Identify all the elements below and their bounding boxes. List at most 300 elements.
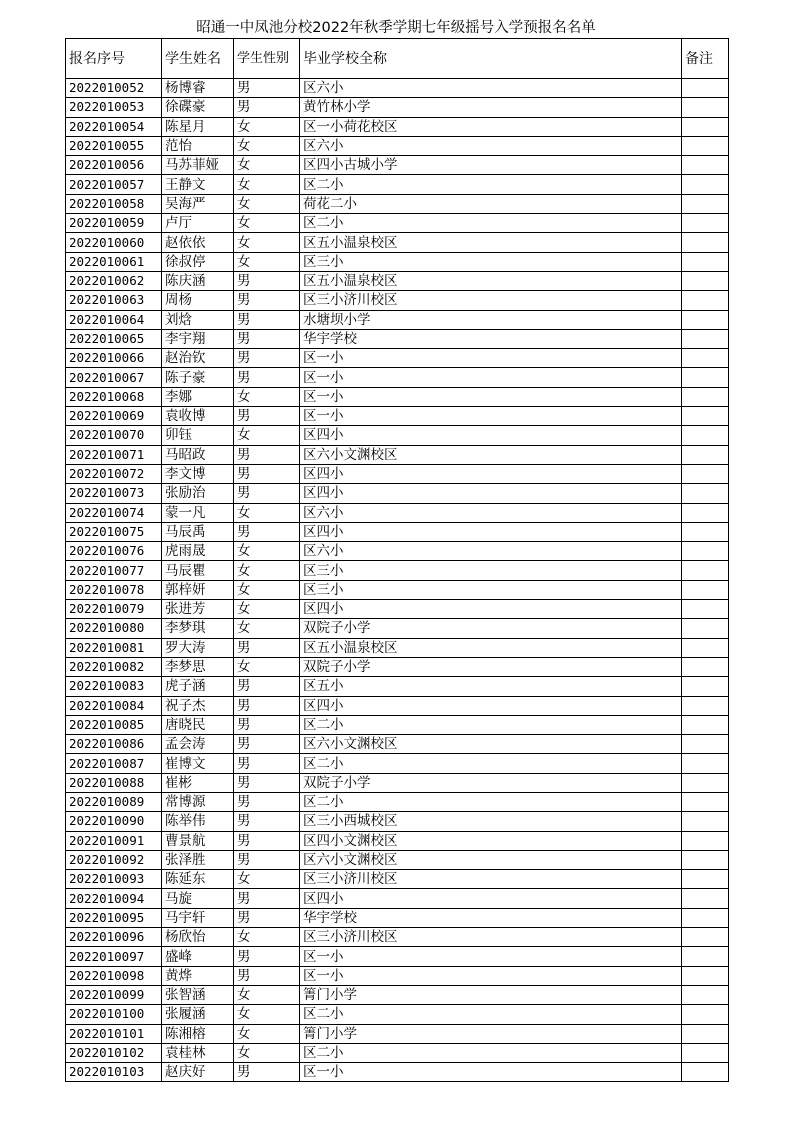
cell-remarks	[682, 773, 729, 792]
table-row	[66, 522, 729, 541]
cell-student-name: 虎雨晟	[162, 542, 234, 561]
cell-school: 区五小	[300, 677, 682, 696]
table-row	[66, 985, 729, 1004]
cell-gender: 女	[234, 214, 300, 233]
cell-student-name: 袁收博	[162, 407, 234, 426]
cell-gender: 女	[234, 117, 300, 136]
cell-remarks	[682, 812, 729, 831]
cell-serial: 2022010101	[66, 1024, 162, 1043]
cell-school: 区六小	[300, 79, 682, 98]
cell-gender: 女	[234, 928, 300, 947]
cell-serial: 2022010079	[66, 600, 162, 619]
cell-remarks	[682, 1043, 729, 1062]
cell-school: 区一小	[300, 947, 682, 966]
cell-remarks	[682, 98, 729, 117]
cell-student-name: 杨博睿	[162, 79, 234, 98]
cell-school: 区四小	[300, 522, 682, 541]
cell-serial: 2022010073	[66, 484, 162, 503]
table-row	[66, 98, 729, 117]
cell-school: 区四小	[300, 889, 682, 908]
document-title: 昭通一中凤池分校2022年秋季学期七年级摇号入学预报名名单	[196, 20, 596, 36]
table-row	[66, 773, 729, 792]
cell-serial: 2022010091	[66, 831, 162, 850]
cell-student-name: 张智涵	[162, 985, 234, 1004]
table-row	[66, 310, 729, 329]
table-row	[66, 715, 729, 734]
cell-serial: 2022010078	[66, 580, 162, 599]
cell-gender: 女	[234, 870, 300, 889]
cell-student-name: 徐叔停	[162, 252, 234, 271]
cell-gender: 男	[234, 98, 300, 117]
cell-school: 箐门小学	[300, 1024, 682, 1043]
table-row	[66, 1063, 729, 1082]
cell-gender: 男	[234, 368, 300, 387]
cell-serial: 2022010053	[66, 98, 162, 117]
cell-school: 区五小温泉校区	[300, 233, 682, 252]
cell-serial: 2022010096	[66, 928, 162, 947]
cell-remarks	[682, 368, 729, 387]
table-row	[66, 619, 729, 638]
table-row	[66, 117, 729, 136]
cell-gender: 女	[234, 1024, 300, 1043]
cell-gender: 男	[234, 407, 300, 426]
cell-school: 区三小	[300, 580, 682, 599]
cell-gender: 女	[234, 233, 300, 252]
cell-serial: 2022010067	[66, 368, 162, 387]
cell-remarks	[682, 291, 729, 310]
cell-serial: 2022010077	[66, 561, 162, 580]
cell-serial: 2022010098	[66, 966, 162, 985]
cell-gender: 男	[234, 696, 300, 715]
cell-gender: 女	[234, 657, 300, 676]
cell-school: 区四小古城小学	[300, 156, 682, 175]
cell-remarks	[682, 600, 729, 619]
cell-remarks	[682, 619, 729, 638]
table-row	[66, 156, 729, 175]
table-row	[66, 870, 729, 889]
cell-serial: 2022010069	[66, 407, 162, 426]
cell-gender: 男	[234, 831, 300, 850]
cell-school: 区二小	[300, 175, 682, 194]
cell-remarks	[682, 426, 729, 445]
cell-serial: 2022010059	[66, 214, 162, 233]
table-header	[66, 39, 729, 79]
cell-school: 华宇学校	[300, 329, 682, 348]
cell-serial: 2022010095	[66, 908, 162, 927]
table-row	[66, 542, 729, 561]
cell-gender: 男	[234, 464, 300, 483]
table-row	[66, 947, 729, 966]
table-row	[66, 792, 729, 811]
cell-remarks	[682, 947, 729, 966]
cell-student-name: 马昭政	[162, 445, 234, 464]
cell-school: 区三小济川校区	[300, 291, 682, 310]
cell-student-name: 马辰瞿	[162, 561, 234, 580]
cell-school: 区一小	[300, 349, 682, 368]
cell-school: 区一小	[300, 407, 682, 426]
cell-gender: 女	[234, 561, 300, 580]
cell-serial: 2022010099	[66, 985, 162, 1004]
table-row	[66, 735, 729, 754]
cell-remarks	[682, 677, 729, 696]
cell-serial: 2022010063	[66, 291, 162, 310]
cell-gender: 男	[234, 889, 300, 908]
cell-serial: 2022010065	[66, 329, 162, 348]
cell-school: 区三小	[300, 561, 682, 580]
cell-serial: 2022010071	[66, 445, 162, 464]
cell-student-name: 刘焓	[162, 310, 234, 329]
cell-remarks	[682, 329, 729, 348]
table-row	[66, 291, 729, 310]
cell-student-name: 唐晓民	[162, 715, 234, 734]
cell-school: 区一小	[300, 966, 682, 985]
cell-school: 双院子小学	[300, 619, 682, 638]
cell-remarks	[682, 561, 729, 580]
cell-student-name: 李娜	[162, 387, 234, 406]
table-row	[66, 908, 729, 927]
cell-school: 区二小	[300, 214, 682, 233]
table-row	[66, 1043, 729, 1062]
table-row	[66, 600, 729, 619]
cell-remarks	[682, 117, 729, 136]
cell-school: 区四小	[300, 484, 682, 503]
table-row	[66, 831, 729, 850]
cell-school: 双院子小学	[300, 773, 682, 792]
cell-gender: 女	[234, 542, 300, 561]
cell-gender: 男	[234, 1063, 300, 1082]
cell-remarks	[682, 407, 729, 426]
cell-remarks	[682, 657, 729, 676]
cell-serial: 2022010060	[66, 233, 162, 252]
cell-school: 水塘坝小学	[300, 310, 682, 329]
cell-remarks	[682, 928, 729, 947]
cell-gender: 男	[234, 735, 300, 754]
cell-serial: 2022010076	[66, 542, 162, 561]
table-row	[66, 214, 729, 233]
cell-remarks	[682, 715, 729, 734]
cell-student-name: 张履涵	[162, 1005, 234, 1024]
table-row	[66, 464, 729, 483]
table-row	[66, 677, 729, 696]
cell-school: 区三小济川校区	[300, 870, 682, 889]
cell-gender: 男	[234, 522, 300, 541]
cell-school: 区五小温泉校区	[300, 271, 682, 290]
cell-serial: 2022010082	[66, 657, 162, 676]
table-row	[66, 928, 729, 947]
cell-remarks	[682, 638, 729, 657]
table-row	[66, 387, 729, 406]
cell-serial: 2022010081	[66, 638, 162, 657]
header-remarks: 备注	[682, 39, 729, 79]
cell-student-name: 罗大涛	[162, 638, 234, 657]
cell-student-name: 崔彬	[162, 773, 234, 792]
cell-remarks	[682, 735, 729, 754]
cell-gender: 男	[234, 79, 300, 98]
cell-serial: 2022010086	[66, 735, 162, 754]
cell-remarks	[682, 349, 729, 368]
cell-school: 华宇学校	[300, 908, 682, 927]
table-row	[66, 445, 729, 464]
cell-remarks	[682, 175, 729, 194]
cell-gender: 男	[234, 310, 300, 329]
cell-student-name: 陈举伟	[162, 812, 234, 831]
cell-remarks	[682, 1024, 729, 1043]
table-row	[66, 1005, 729, 1024]
cell-serial: 2022010055	[66, 136, 162, 155]
cell-student-name: 陈庆涵	[162, 271, 234, 290]
table-row	[66, 889, 729, 908]
table-row	[66, 812, 729, 831]
cell-gender: 男	[234, 947, 300, 966]
cell-serial: 2022010088	[66, 773, 162, 792]
cell-student-name: 马旋	[162, 889, 234, 908]
table-row	[66, 657, 729, 676]
cell-school: 区二小	[300, 715, 682, 734]
cell-school: 荷花二小	[300, 194, 682, 213]
table-row	[66, 252, 729, 271]
cell-school: 区二小	[300, 792, 682, 811]
cell-student-name: 徐碟豪	[162, 98, 234, 117]
cell-gender: 男	[234, 329, 300, 348]
cell-remarks	[682, 908, 729, 927]
cell-student-name: 张励治	[162, 484, 234, 503]
cell-remarks	[682, 310, 729, 329]
cell-gender: 男	[234, 484, 300, 503]
cell-remarks	[682, 79, 729, 98]
cell-remarks	[682, 754, 729, 773]
cell-remarks	[682, 966, 729, 985]
cell-serial: 2022010087	[66, 754, 162, 773]
cell-remarks	[682, 252, 729, 271]
cell-school: 区一小荷花校区	[300, 117, 682, 136]
table-row	[66, 580, 729, 599]
cell-remarks	[682, 271, 729, 290]
cell-student-name: 陈延东	[162, 870, 234, 889]
cell-student-name: 孟会涛	[162, 735, 234, 754]
table-row	[66, 426, 729, 445]
cell-gender: 男	[234, 850, 300, 869]
cell-gender: 女	[234, 194, 300, 213]
cell-remarks	[682, 850, 729, 869]
cell-gender: 男	[234, 754, 300, 773]
cell-serial: 2022010061	[66, 252, 162, 271]
cell-serial: 2022010058	[66, 194, 162, 213]
cell-gender: 男	[234, 291, 300, 310]
cell-school: 区五小温泉校区	[300, 638, 682, 657]
cell-student-name: 袁桂林	[162, 1043, 234, 1062]
cell-student-name: 陈星月	[162, 117, 234, 136]
cell-gender: 男	[234, 792, 300, 811]
cell-remarks	[682, 580, 729, 599]
table-row	[66, 407, 729, 426]
cell-gender: 男	[234, 812, 300, 831]
table-body	[66, 79, 729, 1082]
cell-student-name: 赵依依	[162, 233, 234, 252]
cell-student-name: 马宇轩	[162, 908, 234, 927]
cell-gender: 女	[234, 252, 300, 271]
cell-student-name: 周杨	[162, 291, 234, 310]
table-row	[66, 349, 729, 368]
cell-remarks	[682, 156, 729, 175]
cell-school: 区四小	[300, 600, 682, 619]
cell-student-name: 虎子涵	[162, 677, 234, 696]
cell-school: 区二小	[300, 1043, 682, 1062]
header-serial: 报名序号	[66, 39, 162, 79]
cell-remarks	[682, 464, 729, 483]
cell-school: 双院子小学	[300, 657, 682, 676]
cell-student-name: 郭梓妍	[162, 580, 234, 599]
cell-school: 区六小文渊校区	[300, 445, 682, 464]
cell-student-name: 盛峰	[162, 947, 234, 966]
cell-serial: 2022010097	[66, 947, 162, 966]
cell-school: 区一小	[300, 368, 682, 387]
cell-remarks	[682, 889, 729, 908]
cell-gender: 女	[234, 387, 300, 406]
cell-student-name: 李宇翔	[162, 329, 234, 348]
cell-school: 区六小文渊校区	[300, 735, 682, 754]
cell-student-name: 李文博	[162, 464, 234, 483]
cell-gender: 男	[234, 715, 300, 734]
cell-serial: 2022010084	[66, 696, 162, 715]
table-row	[66, 638, 729, 657]
cell-student-name: 曹景航	[162, 831, 234, 850]
cell-remarks	[682, 214, 729, 233]
cell-school: 区六小	[300, 503, 682, 522]
cell-gender: 男	[234, 349, 300, 368]
cell-student-name: 祝子杰	[162, 696, 234, 715]
cell-serial: 2022010054	[66, 117, 162, 136]
cell-remarks	[682, 985, 729, 1004]
cell-student-name: 卢厅	[162, 214, 234, 233]
cell-school: 区二小	[300, 754, 682, 773]
cell-serial: 2022010072	[66, 464, 162, 483]
table-row	[66, 1024, 729, 1043]
cell-remarks	[682, 136, 729, 155]
cell-remarks	[682, 1063, 729, 1082]
cell-school: 区三小	[300, 252, 682, 271]
cell-remarks	[682, 522, 729, 541]
table-row	[66, 194, 729, 213]
cell-serial: 2022010094	[66, 889, 162, 908]
cell-gender: 男	[234, 638, 300, 657]
cell-remarks	[682, 696, 729, 715]
table-row	[66, 754, 729, 773]
cell-serial: 2022010062	[66, 271, 162, 290]
cell-school: 区四小	[300, 426, 682, 445]
cell-student-name: 李梦琪	[162, 619, 234, 638]
cell-serial: 2022010089	[66, 792, 162, 811]
cell-student-name: 崔博文	[162, 754, 234, 773]
header-school: 毕业学校全称	[300, 39, 682, 79]
cell-serial: 2022010093	[66, 870, 162, 889]
cell-school: 区一小	[300, 387, 682, 406]
cell-gender: 女	[234, 136, 300, 155]
cell-remarks	[682, 387, 729, 406]
cell-remarks	[682, 503, 729, 522]
header-name: 学生姓名	[162, 39, 234, 79]
cell-gender: 女	[234, 985, 300, 1004]
cell-gender: 女	[234, 600, 300, 619]
cell-serial: 2022010070	[66, 426, 162, 445]
cell-remarks	[682, 233, 729, 252]
cell-school: 区三小济川校区	[300, 928, 682, 947]
cell-serial: 2022010056	[66, 156, 162, 175]
table-row	[66, 561, 729, 580]
cell-gender: 女	[234, 156, 300, 175]
cell-remarks	[682, 194, 729, 213]
cell-school: 区六小	[300, 136, 682, 155]
cell-remarks	[682, 445, 729, 464]
cell-student-name: 马辰禹	[162, 522, 234, 541]
cell-remarks	[682, 870, 729, 889]
table-row	[66, 368, 729, 387]
cell-gender: 男	[234, 773, 300, 792]
cell-school: 区四小文渊校区	[300, 831, 682, 850]
cell-remarks	[682, 542, 729, 561]
cell-gender: 女	[234, 426, 300, 445]
table-row	[66, 79, 729, 98]
cell-school: 区二小	[300, 1005, 682, 1024]
cell-school: 区四小	[300, 696, 682, 715]
cell-serial: 2022010075	[66, 522, 162, 541]
cell-gender: 女	[234, 1005, 300, 1024]
table-row	[66, 850, 729, 869]
table-row	[66, 329, 729, 348]
cell-student-name: 王静文	[162, 175, 234, 194]
cell-student-name: 张进芳	[162, 600, 234, 619]
cell-serial: 2022010064	[66, 310, 162, 329]
cell-school: 区四小	[300, 464, 682, 483]
cell-gender: 男	[234, 677, 300, 696]
cell-serial: 2022010103	[66, 1063, 162, 1082]
cell-serial: 2022010102	[66, 1043, 162, 1062]
cell-remarks	[682, 792, 729, 811]
cell-gender: 女	[234, 503, 300, 522]
cell-serial: 2022010083	[66, 677, 162, 696]
cell-student-name: 陈子豪	[162, 368, 234, 387]
cell-serial: 2022010092	[66, 850, 162, 869]
header-gender: 学生性别	[234, 39, 300, 79]
cell-student-name: 马苏菲娅	[162, 156, 234, 175]
cell-serial: 2022010090	[66, 812, 162, 831]
cell-student-name: 赵庆好	[162, 1063, 234, 1082]
cell-school: 区一小	[300, 1063, 682, 1082]
cell-gender: 男	[234, 271, 300, 290]
table-row	[66, 271, 729, 290]
cell-gender: 男	[234, 445, 300, 464]
cell-school: 箐门小学	[300, 985, 682, 1004]
cell-serial: 2022010085	[66, 715, 162, 734]
table-row	[66, 136, 729, 155]
cell-gender: 女	[234, 1043, 300, 1062]
cell-gender: 男	[234, 908, 300, 927]
cell-student-name: 卯钰	[162, 426, 234, 445]
cell-school: 区六小文渊校区	[300, 850, 682, 869]
cell-serial: 2022010052	[66, 79, 162, 98]
cell-serial: 2022010068	[66, 387, 162, 406]
cell-serial: 2022010057	[66, 175, 162, 194]
header-row	[66, 39, 729, 79]
cell-student-name: 张泽胜	[162, 850, 234, 869]
cell-gender: 女	[234, 175, 300, 194]
table-row	[66, 966, 729, 985]
cell-student-name: 陈湘榕	[162, 1024, 234, 1043]
cell-remarks	[682, 484, 729, 503]
cell-gender: 男	[234, 966, 300, 985]
cell-student-name: 李梦思	[162, 657, 234, 676]
cell-student-name: 吴海严	[162, 194, 234, 213]
table-row	[66, 484, 729, 503]
